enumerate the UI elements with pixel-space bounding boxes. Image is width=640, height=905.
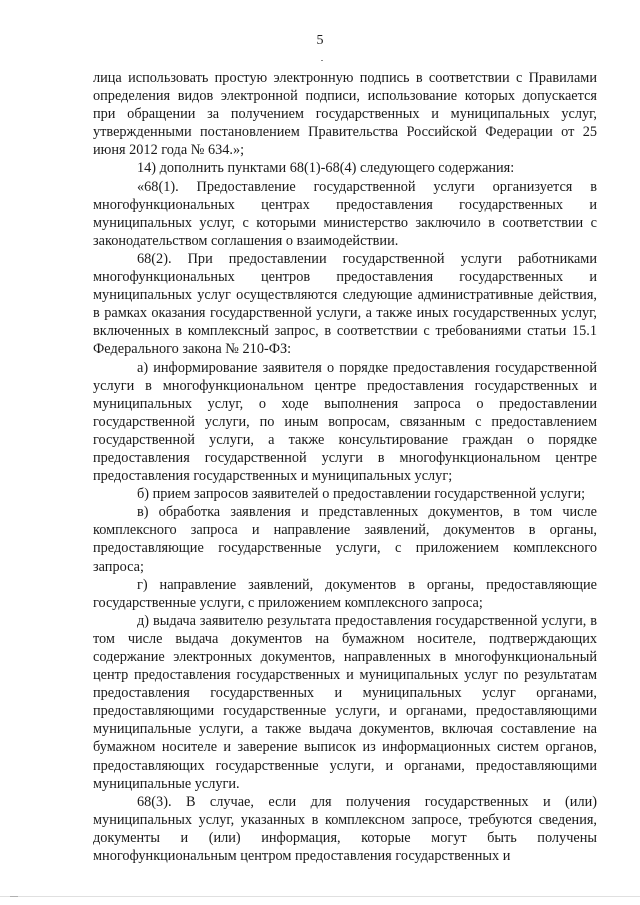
paragraph-sub-g: г) направление заявлений, документов в органы, предоставляющие государственные услуги, с приложением комплексного запроса; [93,576,597,611]
paragraph-sub-a: а) информирование заявителя о порядке предоставления государственной услуги в многофункциональном центре предоставления государственных и муниципальных услуг, о ходе выполнения запроса о предоставлении государственной услуги, по иным вопросам, связанным с предоставлением государственной услуги, а также консультирование граждан о порядке предоставления государственной услуги в многофункциональном центре предоставления государственных и муниципальных услуг; [93,359,597,485]
page-bottom-mark [10,896,18,897]
page-number: 5 [316,33,324,48]
paragraph-continuation: лица использовать простую электронную подпись в соответствии с Правилами определения видов электронной подписи, использование которых допускается при обращении за получением государственных и муниципальных услуг, утвержденными постановлением Правительства Российской Федерации от 25 июня 2012 года № 634.»; [93,70,597,159]
paragraph-sub-d: д) выдача заявителю результата предоставления государственной услуги, в том числе выдача документов на бумажном носителе, подтверждающих содержание электронных документов, направленных в многофункциональный центр предоставления государственных и муниципальных услуг по результатам предоставления государственных и муниципальных услуг органами, предоставляющими государственные услуги, и органами, предоставляющими муниципальные услуги, а также выдача документов, включая составление на бумажном носителе и заверение выписок из информационных систем органов, предоставляющих государственные услуги, и органами, предоставляющими муниципальные услуги. [93,612,597,792]
paragraph-68-2: 68(2). При предоставлении государственной услуги работниками многофункциональных центров предоставления государственных и муниципальных услуг осуществляются следующие административные действия, в рамках оказания государственной услуги, а также иных государственных услуг, включенных в комплексный запрос, в соответствии с требованиями статьи 15.1 Федерального закона № 210-ФЗ: [93,250,597,358]
paragraph-sub-b: б) прием запросов заявителей о предоставлении государственной услуги; [137,486,586,503]
scan-mark [321,60,323,61]
paragraph-68-1: «68(1). Предоставление государственной услуги организуется в многофункциональных центрах предоставления государственных и муниципальных услуг, с которыми министерство заключило в соответствии с законодательством соглашения о взаимодействии. [93,178,597,249]
paragraph-item-14: 14) дополнить пунктами 68(1)-68(4) следующего содержания: [137,160,515,177]
page-bottom-edge [0,896,640,897]
paragraph-68-3: 68(3). В случае, если для получения государственных и (или) муниципальных услуг, указанных в комплексном запросе, требуются сведения, документы и (или) информация, которые могут быть получены многофункциональным центром предоставления государственных и [93,793,597,865]
document-body [93,69,597,865]
paragraph-sub-v: в) обработка заявления и представленных документов, в том числе комплексного запроса и направление заявлений, документов в органы, предоставляющие государственные услуги, с приложением комплексного запроса; [93,504,597,575]
